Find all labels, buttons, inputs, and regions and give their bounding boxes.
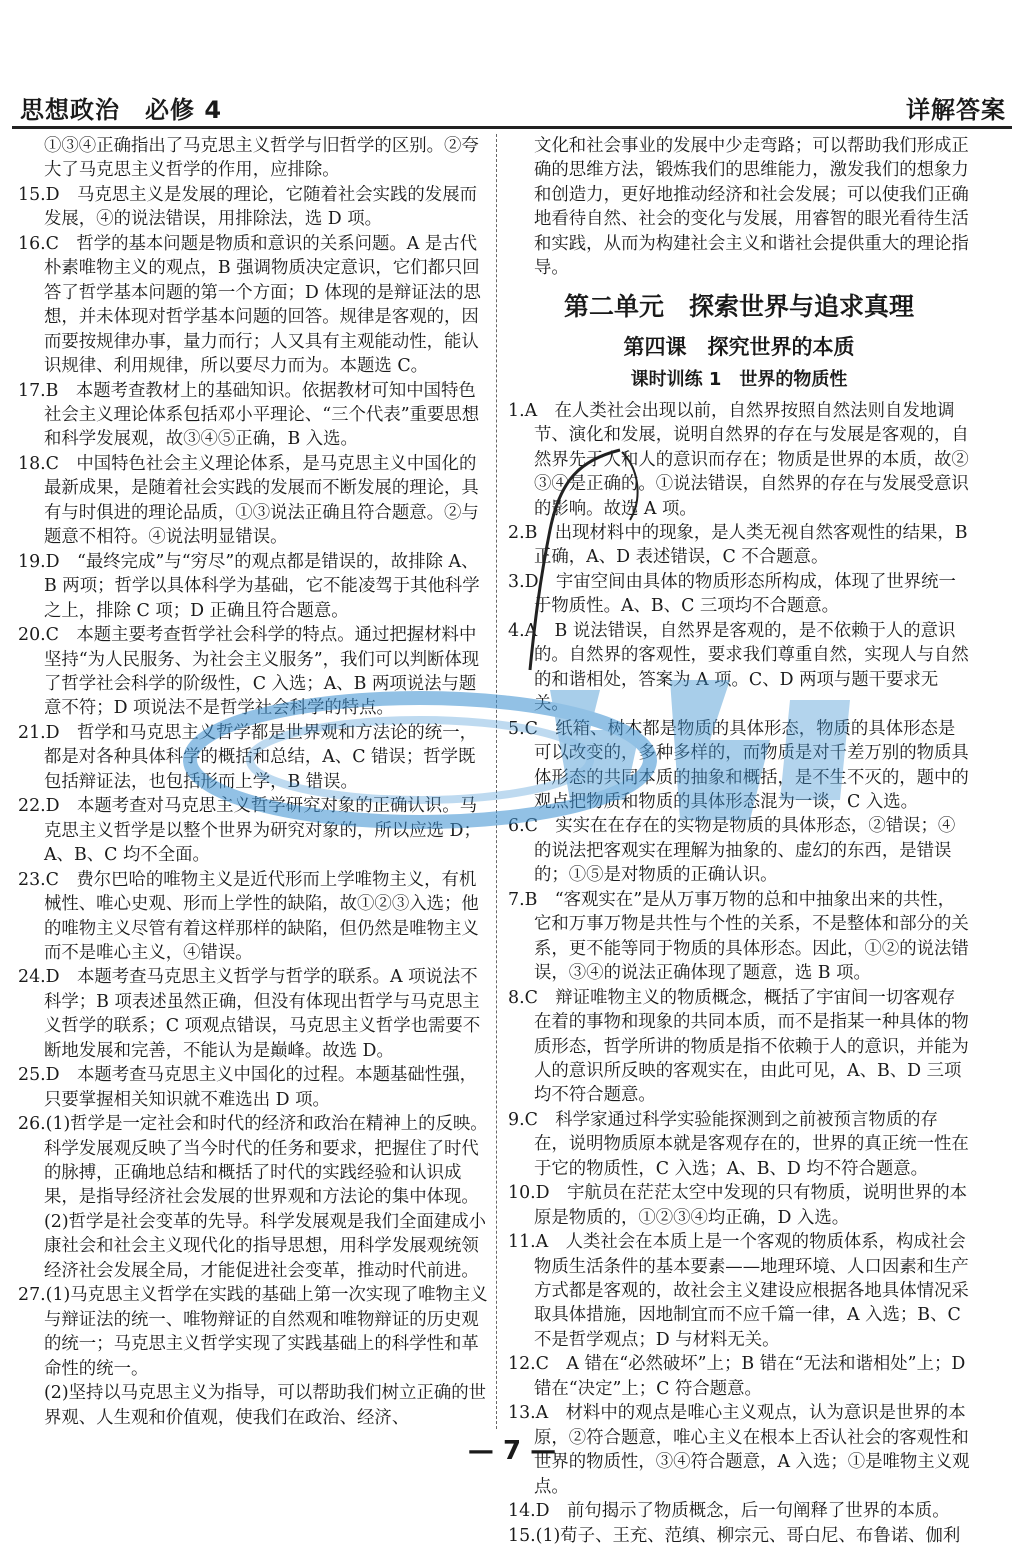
answer-item: 15.(1)荀子、王充、范缜、柳宗元、哥白尼、布鲁诺、伽利	[508, 1525, 961, 1546]
answer-item: 4.A B 说法错误，自然界是客观的，是不依赖于人的意识的。自然界的客观性，要求我们尊重自然，实现人与自然的和谐相处，答案为 A 项。C、D 两项与题干要求无关。	[508, 620, 969, 715]
answer-item: 7.B “客观实在”是从万事万物的总和中抽象出来的共性，它和万事万物是共性与个性的关系，不是整体和部分的关系，更不能等同于物质的具体形态。因此，①②的说法错误，③④的说法正确体现了题意，选 B 项。	[508, 889, 969, 984]
answer-item: 18.C 中国特色社会主义理论体系，是马克思主义中国化的最新成果，是随着社会实践的发展而不断发展的理论，具有与时俱进的理论品质，①③说法正确且符合题意。②与题意不相符。④说法明显错误。	[18, 453, 479, 548]
answer-item: 16.C 哲学的基本问题是物质和意识的关系问题。A 是古代朴素唯物主义的观点，B 强调物质决定意识，它们都只回答了哲学基本问题的第一个方面；D 体现的是辩证法的思想，并未体现对哲学基本问题的回答。规律是客观的，因而要按规律办事，量力而行；人又具有主观能动性，能认识规律、利用规律，所以要尽力而为。本题选 C。	[18, 233, 481, 377]
column-divider	[496, 134, 497, 1429]
answer-paragraph: ①③④正确指出了马克思主义哲学与旧哲学的区别。②夸大了马克思主义哲学的作用，应排除。	[44, 136, 479, 181]
answer-item: 15.D 马克思主义是发展的理论，它随着社会实践的发展而发展，④的说法错误，用排除法，选 D 项。	[18, 184, 477, 230]
answer-item: 21.D 哲学和马克思主义哲学都是世界观和方法论的统一，都是对各种具体科学的概括和总结，A、C 错误；哲学既包括辩证法，也包括形而上学，B 错误。	[18, 722, 477, 792]
answer-item: 17.B 本题考查教材上的基础知识。依据教材可知中国特色社会主义理论体系包括邓小平理论、“三个代表”重要思想和科学发展观，故③④⑤正确，B 入选。	[18, 380, 480, 450]
answer-paragraph: 文化和社会事业的发展中少走弯路；可以帮助我们形成正确的思维方法，锻炼我们的思维能力，激发我们的想象力和创造力，更好地推动经济和社会发展；可以使我们正确地看待自然、社会的变化与发展，用睿智的眼光看待生活和实践，从而为构建社会主义和谐社会提供重大的理论指导。	[534, 136, 969, 279]
right-column-answers	[508, 399, 970, 1548]
answer-item: 8.C 辩证唯物主义的物质概念，概括了宇宙间一切客观存在着的事物和现象的共同本质，而不是指某一种具体的物质形态，哲学所讲的物质是指不依赖于人的意识，并能为人的意识所反映的客观实在，由此可见，A、B、D 三项均不符合题意。	[508, 987, 969, 1106]
page-header	[12, 88, 1012, 129]
right-column	[508, 134, 970, 1548]
section-title: 课时训练 1 世界的物质性	[630, 368, 848, 390]
left-column	[18, 134, 488, 1430]
answer-key-title: 详解答案	[906, 96, 1006, 124]
answer-item: 14.D 前句揭示了物质概念，后一句阐释了世界的本质。	[508, 1501, 950, 1522]
answer-item: 26.(1)哲学是一定社会和时代的经济和政治在精神上的反映。科学发展观反映了当今时代的任务和要求，把握住了时代的脉搏，正确地总结和概括了时代的实践经验和认识成果，是指导经济社会发展的世界观和方法论的集中体现。	[18, 1114, 488, 1208]
answer-item: 6.C 实实在在存在的实物是物质的具体形态，②错误；④的说法把客观实在理解为抽象的、虚幻的东西，是错误的；①⑤是对物质的正确认识。	[508, 816, 956, 886]
answer-item: 2.B 出现材料中的现象，是人类无视自然客观性的结果，B 正确，A、D 表述错误，C 不合题意。	[508, 522, 968, 568]
answer-item: 10.D 宇航员在茫茫太空中发现的只有物质，说明世界的本原是物质的，①②③④均正确，D 入选。	[508, 1183, 967, 1228]
answer-item: 23.C 费尔巴哈的唯物主义是近代形而上学唯物主义，有机械性、唯心史观、形而上学性的缺陷，故①②③入选；他的唯物主义尽管有着这样那样的缺陷，但仍然是唯物主义而不是唯心主义，④错误。	[18, 869, 479, 963]
answer-item: 27.(1)马克思主义哲学在实践的基础上第一次实现了唯物主义与辩证法的统一、唯物辩证的自然观和唯物辩证的历史观的统一；马克思主义哲学实现了实践基础上的科学性和革命性的统一。	[18, 1285, 488, 1379]
answer-paragraph: (2)坚持以马克思主义为指导，可以帮助我们树立正确的世界观、人生观和价值观，使我们在政治、经济、	[44, 1383, 487, 1428]
answer-item: 19.D “最终完成”与“穷尽”的观点都是错误的，故排除 A、B 两项；哲学以具体科学为基础，它不能凌驾于其他科学之上，排除 C 项；D 正确且符合题意。	[18, 551, 480, 621]
answer-item: 25.D 本题考查马克思主义中国化的过程。本题基础性强，只要掌握相关知识就不难选出 D 项。	[18, 1065, 477, 1110]
answer-item: 20.C 本题主要考查哲学社会科学的特点。通过把握材料中坚持“为人民服务、为社会主义服务”，我们可以判断体现了哲学社会科学的阶级性，C 入选；A、B 两项说法与题意不符；D 项说法不是哲学社会科学的特点。	[18, 625, 480, 719]
answer-item: 24.D 本题考查马克思主义哲学与哲学的联系。A 项说法不科学；B 项表述虽然正确，但没有体现出哲学与马克思主义哲学的联系；C 项观点错误，马克思主义哲学也需要不断地发展和完善，不能认为是巅峰。故选 D。	[18, 967, 481, 1061]
answer-paragraph: (2)哲学是社会变革的先导。科学发展观是我们全面建成小康社会和社会主义现代化的指导思想，用科学发展观统领经济社会发展全局，才能促进社会变革，推动时代前进。	[44, 1211, 487, 1281]
answer-item: 9.C 科学家通过科学实验能探测到之前被预言物质的存在，说明物质原本就是客观存在的，世界的真正统一性在于它的物质性，C 入选；A、B、D 均不符合题意。	[508, 1109, 969, 1179]
answer-item: 1.A 在人类社会出现以前，自然界按照自然法则自发地调节、演化和发展，说明自然界的存在与发展是客观的，自然界先于人和人的意识而存在；物质是世界的本质，故②③④是正确的。①说法错误，自然界的存在与发展受意识的影响。故选 A 项。	[508, 400, 969, 519]
answer-item: 5.C 纸箱、树木都是物质的具体形态，物质的具体形态是可以改变的，多种多样的，而物质是对千差万别的物质具体形态的共同本质的抽象和概括，是不生不灭的，题中的观点把物质和物质的具体形态混为一谈，C 入选。	[508, 718, 969, 812]
unit-title: 第二单元 探索世界与追求真理	[563, 291, 914, 321]
subject-title: 思想政治 必修 4	[20, 96, 223, 124]
answer-item: 3.D 宇宙空间由具体的物质形态所构成，体现了世界统一于物质性。A、B、C 三项均不合题意。	[508, 571, 956, 617]
answer-item: 13.A 材料中的观点是唯心主义观点，认为意识是世界的本原，②符合题意，唯心主义在根本上否认社会的客观性和世界的物质性，③④符合题意，A 入选；①是唯物主义观点。	[508, 1403, 970, 1497]
answer-item: 22.D 本题考查对马克思主义哲学研究对象的正确认识。马克思主义哲学是以整个世界为研究对象的，所以应选 D；A、B、C 均不全面。	[18, 796, 481, 866]
answer-item: 11.A 人类社会在本质上是一个客观的物质体系，构成社会物质生活条件的基本要素——地理环境、人口因素和生产方式都是客观的，故社会主义建设应根据各地具体情况采取具体措施，因地制宜而不应千篇一律，A 入选；B、C 不是哲学观点；D 与材料无关。	[508, 1232, 969, 1350]
lesson-title: 第四课 探究世界的本质	[623, 334, 855, 359]
page-number: — 7 —	[467, 1436, 557, 1466]
right-column-continuation	[508, 134, 970, 281]
answer-item: 12.C A 错在“必然破坏”上；B 错在“无法和谐相处”上；D 错在“决定”上；C 符合题意。	[508, 1354, 966, 1399]
